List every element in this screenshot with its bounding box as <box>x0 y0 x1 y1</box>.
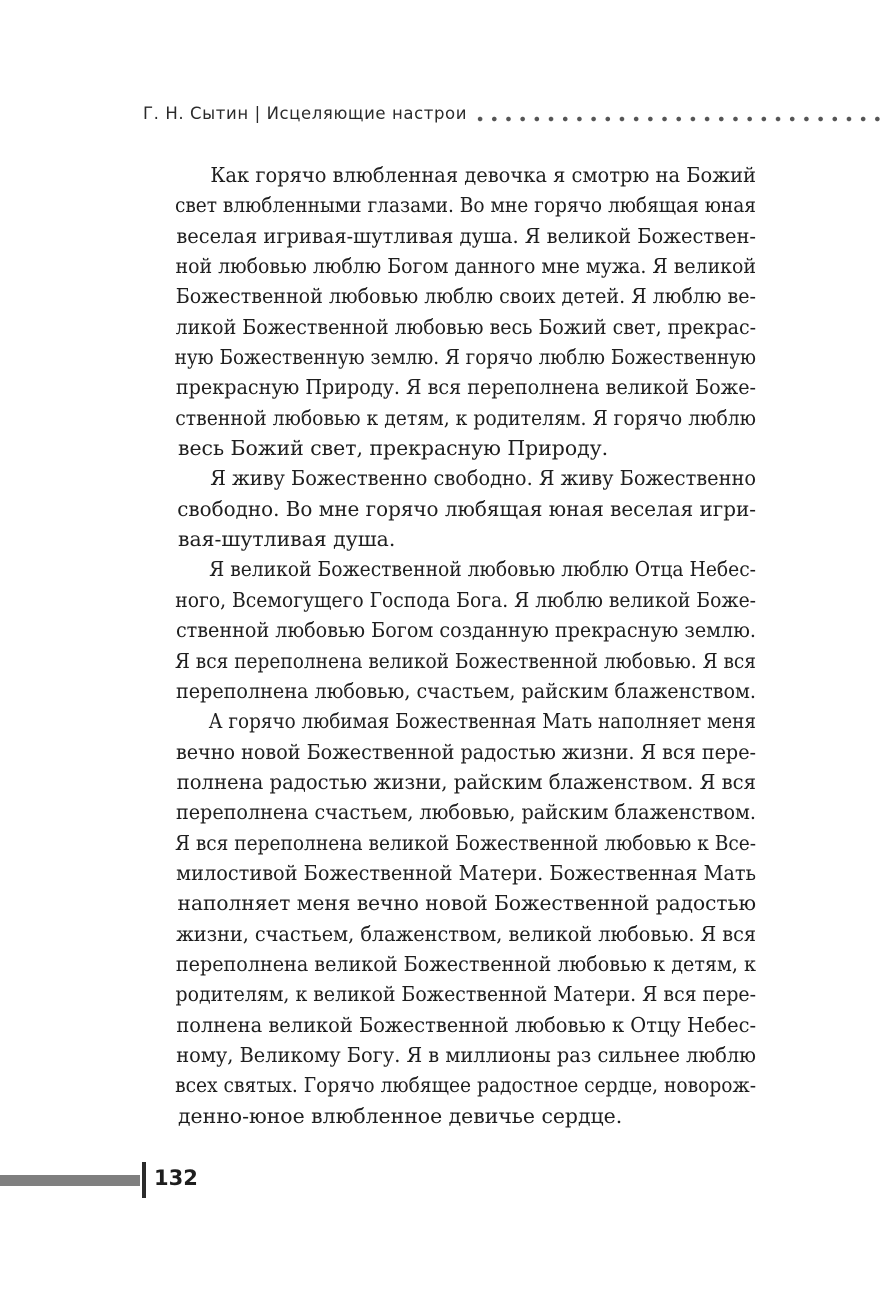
text-line: всех святых. Горячо любящее радостное сердце, новорож- <box>175 1073 756 1098</box>
text-line: наполняет меня вечно новой Божественной радостью <box>177 891 757 916</box>
text-line: переполнена великой Божественной любовью к детям, к <box>175 951 756 976</box>
text-line: полнена великой Божественной любовью к Отцу Небес- <box>176 1012 756 1037</box>
text-line: Я вся переполнена великой Божественной любовью. Я вся <box>174 648 756 673</box>
header-dot-leader <box>473 116 885 122</box>
text-line: Божественной любовью люблю своих детей. Я люблю ве- <box>175 284 756 309</box>
text-line: переполнена счастьем, любовью, райским блаженством. <box>175 800 757 825</box>
text-line: Я живу Божественно свободно. Я живу Божественно <box>210 466 756 491</box>
text-line: ную Божественную землю. Я горячо люблю Божественную <box>174 345 756 370</box>
text-line: вечно новой Божественной радостью жизни. Я вся пере- <box>175 739 757 764</box>
text-line: ликой Божественной любовью весь Божий свет, прекрас- <box>175 314 756 339</box>
text-line: милостивой Божественной Матери. Божественная Мать <box>176 860 757 885</box>
running-head: Г. Н. Сытин | Исцеляющие настрои <box>143 104 468 123</box>
text-line: жизни, счастьем, блаженством, великой любовью. Я вся <box>176 921 756 946</box>
paragraph-4 <box>144 706 756 1131</box>
paragraph-3 <box>144 554 756 706</box>
paragraph-1 <box>144 160 756 463</box>
text-line: ного, Всемогущего Господа Бога. Я люблю великой Боже- <box>175 587 757 612</box>
text-line: прекрасную Природу. Я вся переполнена великой Боже- <box>175 375 757 400</box>
text-line: Я вся переполнена великой Божественной любовью к Все- <box>174 830 756 855</box>
text-line: Я великой Божественной любовью люблю Отца Небес- <box>209 557 756 582</box>
text-line: денно-юное влюбленное девичье сердце. <box>178 1103 623 1128</box>
text-line: ственной любовью Богом созданную прекрасную землю. <box>175 618 756 643</box>
text-line: А горячо любимая Божественная Мать наполняет меня <box>208 709 757 734</box>
text-line: свободно. Во мне горячо любящая юная веселая игри- <box>177 496 756 521</box>
footer-divider <box>142 1162 146 1198</box>
text-line: свет влюбленными глазами. Во мне горячо любящая юная <box>174 193 757 218</box>
text-line: ственной любовью к детям, к родителям. Я горячо люблю <box>175 405 756 430</box>
text-line: ной любовью люблю Богом данного мне мужа. Я великой <box>175 254 757 279</box>
text-line: родителям, к великой Божественной Матери. Я вся пере- <box>175 982 757 1007</box>
body-text <box>144 160 756 1131</box>
page-number: 132 <box>154 1166 198 1190</box>
footer-bar <box>0 1175 140 1186</box>
text-line: ному, Великому Богу. Я в миллионы раз сильнее люблю <box>176 1042 756 1067</box>
paragraph-2 <box>144 463 756 554</box>
text-line: веселая игривая-шутливая душа. Я великой Божествен- <box>176 223 756 248</box>
text-line: полнена радостью жизни, райским блаженством. Я вся <box>176 769 756 794</box>
text-line: вая-шутливая душа. <box>178 527 396 552</box>
text-line: переполнена любовью, счастьем, райским блаженством. <box>175 678 757 703</box>
text-line: весь Божий свет, прекрасную Природу. <box>178 436 609 461</box>
text-line: Как горячо влюбленная девочка я смотрю на Божий <box>210 163 756 187</box>
